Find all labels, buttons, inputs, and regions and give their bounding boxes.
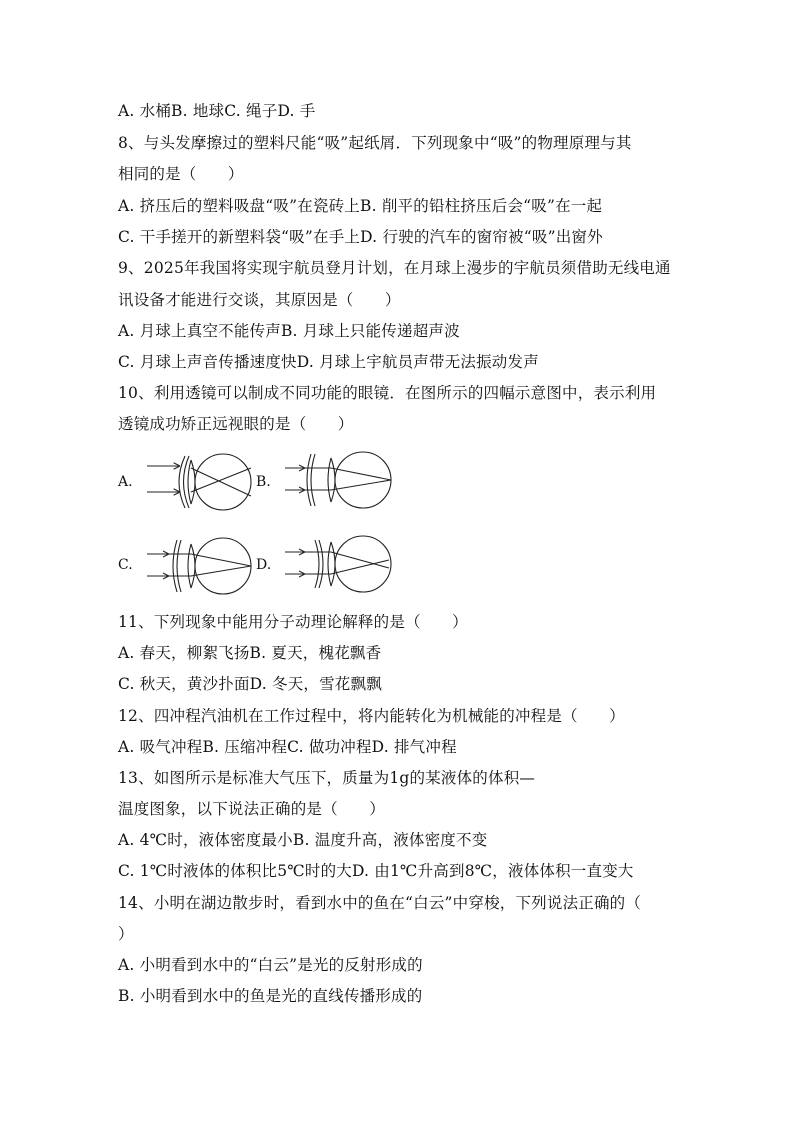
q9-stem-line1: 9、2025年我国将实现宇航员登月计划，在月球上漫步的宇航员须借助无线电通 xyxy=(118,259,671,277)
q12-stem: 12、四冲程汽油机在工作过程中，将内能转化为机械能的冲程是（ ） xyxy=(118,707,625,725)
q13-stem-line2: 温度图象，以下说法正确的是（ ） xyxy=(118,800,385,818)
figure-label-a: A. xyxy=(118,474,133,490)
figure-label-b: B. xyxy=(256,474,271,490)
q14-stem-line2: ） xyxy=(118,925,134,943)
q13-options-cd: C. 1℃时液体的体积比5℃时的大D. 由1℃升高到8℃，液体体积一直变大 xyxy=(118,862,634,880)
q8-options-ab: A. 挤压后的塑料吸盘“吸”在瓷砖上B. 削平的铅柱挤压后会“吸”在一起 xyxy=(118,197,603,215)
q9-options-ab: A. 月球上真空不能传声B. 月球上只能传递超声波 xyxy=(118,322,460,340)
eye-diagram-b xyxy=(285,448,405,508)
q14-option-a: A. 小明看到水中的“白云”是光的反射形成的 xyxy=(118,956,423,974)
q13-options-ab: A. 4℃时，液体密度最小B. 温度升高，液体密度不变 xyxy=(118,831,488,849)
q8-options-cd: C. 干手搓开的新塑料袋“吸”在手上D. 行驶的汽车的窗帘被“吸”出窗外 xyxy=(118,228,603,246)
q12-options: A. 吸气冲程B. 压缩冲程C. 做功冲程D. 排气冲程 xyxy=(118,738,457,756)
q11-options-cd: C. 秋天，黄沙扑面D. 冬天，雪花飘飘 xyxy=(118,675,382,693)
q11-stem: 11、下列现象中能用分子动理论解释的是（ ） xyxy=(118,613,468,631)
eye-diagram-d xyxy=(285,532,405,592)
eye-diagram-a xyxy=(145,452,265,512)
q10-stem-line2: 透镜成功矫正远视眼的是（ ） xyxy=(118,415,354,433)
q7-options: A. 水桶B. 地球C. 绳子D. 手 xyxy=(118,102,316,120)
q9-stem-line2: 讯设备才能进行交谈，其原因是（ ） xyxy=(118,291,401,309)
q8-stem-line1: 8、与头发摩擦过的塑料尺能“吸”起纸屑．下列现象中“吸”的物理原理与其 xyxy=(118,134,632,152)
q14-stem-line1: 14、小明在湖边散步时，看到水中的鱼在“白云”中穿梭，下列说法正确的（ xyxy=(118,894,642,912)
q10-stem-line1: 10、利用透镜可以制成不同功能的眼镜．在图所示的四幅示意图中，表示利用 xyxy=(118,384,657,402)
eye-diagram-c xyxy=(145,536,265,596)
q9-options-cd: C. 月球上声音传播速度快D. 月球上宇航员声带无法振动发声 xyxy=(118,353,539,371)
figure-label-d: D. xyxy=(256,557,272,573)
figure-label-c: C. xyxy=(118,557,133,573)
q8-stem-line2: 相同的是（ ） xyxy=(118,165,244,183)
q14-option-b: B. 小明看到水中的鱼是光的直线传播形成的 xyxy=(118,987,423,1005)
q11-options-ab: A. 春天，柳絮飞扬B. 夏天，槐花飘香 xyxy=(118,644,382,662)
q13-stem-line1: 13、如图所示是标准大气压下，质量为1g的某液体的体积— xyxy=(118,769,536,787)
